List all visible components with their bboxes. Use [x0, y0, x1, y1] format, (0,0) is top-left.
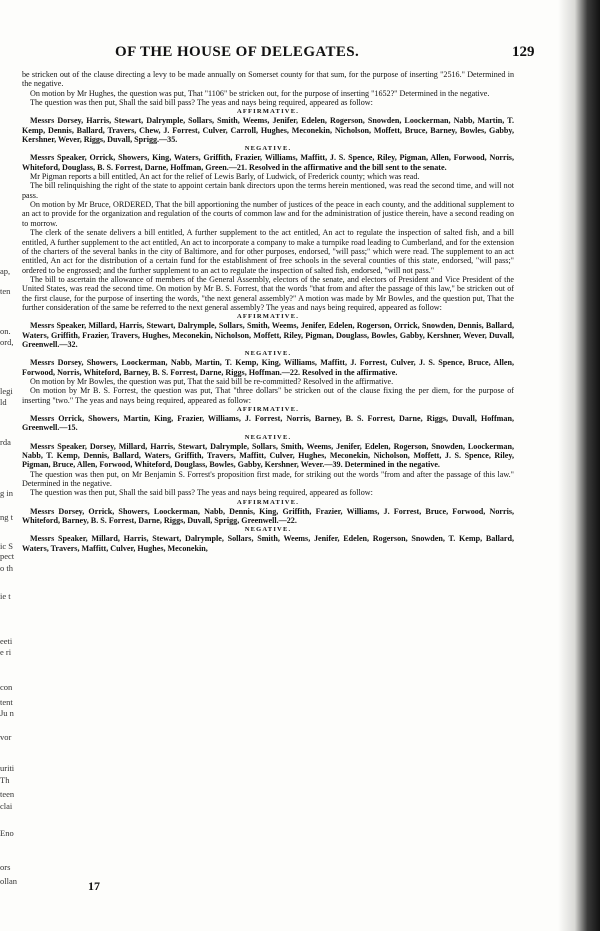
- paragraph: The clerk of the senate delivers a bill entitled, A further supplement to the act entitled, An act to regulate the inspection of salted fish, and a bill entitled, A further supplement to the act entitled, An act to incorporate a company to make a turnpike road leading to Cumberland, and for the extension of the charters of the several banks in the city of Baltimore, and for other purposes, endorsed, "will pass;" which were read. The supplement to an act entitled, An act for the distribution of a certain fund for the establishment of free schools in the several counties of this state, endorsed, "will pass;" ordered to be engrossed; and the further supplement to an act to regulate the inspection of salted fish, endorsed, "will not pass.": [22, 228, 514, 275]
- vote-heading: AFFIRMATIVE.: [236, 108, 300, 116]
- journal-text: [22, 70, 514, 553]
- margin-fragment: ap,: [0, 266, 11, 276]
- signature-mark: 17: [88, 879, 100, 893]
- vote-heading: NEGATIVE.: [244, 145, 292, 153]
- vote-roll: Messrs Dorsey, Showers, Loockerman, Nabb, Martin, T. Kemp, King, Williams, Maffitt, J. Forrest, Culver, J. S. Spence, Bruce, Allen, Forwood, Norris, Whiteford, Barney, B. S. Forrest, Darne, Riggs, Hoffman.—22. Resolved in the affirmative.: [22, 358, 514, 377]
- vote-heading: NEGATIVE.: [244, 526, 292, 534]
- margin-fragment: teen: [0, 789, 15, 799]
- vote-roll: Messrs Speaker, Orrick, Showers, King, Waters, Griffith, Frazier, Williams, Maffitt, J. S. Spence, Riley, Pigman, Allen, Forwood, Norris, Whiteford, Douglass, B. S. Forrest, Darne, Hoffman, Green.—21. Resolved in the affirmative and the bill sent to the senate.: [22, 153, 514, 172]
- vote-heading: AFFIRMATIVE.: [236, 313, 300, 321]
- margin-fragment: pect: [0, 551, 15, 561]
- vote-heading: AFFIRMATIVE.: [236, 406, 300, 413]
- margin-fragment: ng t: [0, 512, 13, 522]
- margin-fragment: ors: [0, 862, 11, 872]
- margin-fragment: ord,: [0, 337, 14, 347]
- paragraph: On motion by Mr Bruce, ORDERED, That the bill apportioning the number of justices of the peace in each county, and the additional supplement to an act to provide for the organization and regulation of the courts of common law and for the administration of justice therein, have a second reading on to morrow.: [22, 200, 514, 228]
- vote-roll: Messrs Speaker, Dorsey, Millard, Harris, Stewart, Dalrymple, Sollars, Smith, Weems, Jenifer, Edelen, Rogerson, Snowden, Loockerman, Nabb, T. Kemp, Dennis, Ballard, Waters, Griffith, Travers, Maffitt, Culver, Hughes, Meconekin, Nicholson, Moffett, J. S. Spence, Riley, Pigman, Bruce, Allen, Forwood, Whiteford, Douglass, Bowles, Gabby, Kershner, Wever.—39. Determined in the negative.: [22, 441, 514, 470]
- running-title: OF THE HOUSE OF DELEGATES.: [115, 44, 360, 60]
- margin-fragment: Th: [0, 775, 10, 785]
- margin-fragment: g in: [0, 488, 13, 498]
- vote-roll: Messrs Dorsey, Orrick, Showers, Loockerman, Nabb, Dennis, King, Griffith, Frazier, Williams, J. Forrest, Bruce, Forwood, Norris, Whiteford, Barney, B. S. Forrest, Darne, Riggs, Duvall, Sprigg, Greenwell.—22.: [22, 506, 514, 526]
- page-number: 129: [512, 44, 535, 60]
- margin-fragment: ollan: [0, 876, 17, 886]
- margin-fragment: con: [0, 682, 13, 692]
- paragraph: The question was then put, Shall the said bill pass? The yeas and nays being required, appeared as follow:: [30, 488, 373, 498]
- margin-fragment: ie t: [0, 591, 11, 601]
- margin-fragment: vor: [0, 732, 12, 742]
- margin-fragment: on.: [0, 326, 11, 336]
- margin-fragment: e ri: [0, 647, 12, 657]
- paragraph: On motion by Mr B. S. Forrest, the question was put, That "three dollars" be stricken out of the clause fixing the per diem, for the purpose of inserting "two." The yeas and nays being required, appeared as follow:: [22, 386, 514, 405]
- vote-roll: Messrs Speaker, Millard, Harris, Stewart, Dalrymple, Sollars, Smith, Weems, Jenifer, Edelen, Rogerson, Orrick, Snowden, Dennis, Ballard, Waters, Griffith, Frazier, Travers, Hughes, Meconekin, Nicholson, Moffett, Riley, Pigman, Douglass, Bowles, Gabby, Kershner, Wever, Duvall, Greenwell.—32.: [22, 321, 514, 349]
- vote-roll: Messrs Dorsey, Harris, Stewart, Dalrymple, Sollars, Smith, Weems, Jenifer, Edelen, Rogerson, Snowden, Loockerman, Nabb, Martin, T. Kemp, Dennis, Ballard, Travers, Chew, J. Forrest, Culver, Carroll, Hughes, Meconekin, Nicholson, Moffett, Bruce, Barney, Bowles, Gabby, Kershner, Wever, Riggs, Duvall, Sprigg.—35.: [22, 116, 514, 145]
- margin-fragment: ten: [0, 286, 11, 296]
- vote-heading: NEGATIVE.: [244, 433, 292, 441]
- margin-fragment: Ju n: [0, 708, 14, 718]
- vote-heading: AFFIRMATIVE.: [236, 498, 300, 506]
- margin-fragment: o th: [0, 563, 13, 573]
- margin-fragment: ld: [0, 397, 7, 407]
- vote-roll: Messrs Speaker, Millard, Harris, Stewart, Dalrymple, Sollars, Smith, Weems, Jenifer, Edelen, Rogerson, Snowden, T. Kemp, Ballard, Waters, Travers, Maffitt, Culver, Hughes, Meconekin,: [22, 534, 514, 553]
- paragraph: On motion by Mr Hughes, the question was put, That "1106" be stricken out, for the purpose of inserting "1652?" Determined in the negative.: [30, 88, 490, 98]
- page-edge-shadow: [558, 0, 600, 931]
- margin-fragment: ic S: [0, 541, 13, 551]
- paragraph: The bill to ascertain the allowance of members of the General Assembly, electors of the senate, and electors of President and Vice President of the United States, was read the second time. On motion by Mr B. S. Forrest, that the words "that from and after the passage of this law," be stricken out of the first clause, for the purpose of inserting the words, "the next general assembly?" A motion was made by Mr Bowles, and the question put, That the further consideration of the same be referred to the next general assembly? The yeas and nays being required, appeared as follow:: [22, 274, 514, 312]
- paragraph: The question was then put, on Mr Benjamin S. Forrest's proposition first made, for striking out the words "from and after the passage of this law." Determined in the negative.: [22, 469, 514, 489]
- margin-fragment: rda: [0, 437, 11, 447]
- margin-fragment: Eno: [0, 828, 14, 838]
- margin-fragment: eeti: [0, 636, 13, 646]
- margin-fragment: tent: [0, 697, 13, 707]
- vote-heading: NEGATIVE.: [244, 350, 292, 358]
- margin-fragment: legi: [0, 386, 13, 396]
- paragraph: be stricken out of the clause directing a levy to be made annually on Somerset county for that sum, for the purpose of inserting "2516." Determined in the negative.: [22, 70, 514, 89]
- vote-roll: Messrs Orrick, Showers, Martin, King, Frazier, Williams, J. Forrest, Norris, Barney, B. S. Forrest, Darne, Riggs, Duvall, Hoffman, Greenwell.—15.: [22, 414, 514, 433]
- margin-fragment: clai: [0, 801, 13, 811]
- paragraph: Mr Pigman reports a bill entitled, An act for the relief of Lewis Barly, of Ludwick, of Frederick county; which was read.: [30, 172, 420, 182]
- margin-fragment: uriti: [0, 763, 15, 773]
- paragraph: On motion by Mr Bowles, the question was put, That the said bill be re-committed? Resolved in the affirmative.: [30, 376, 394, 386]
- paragraph: The question was then put, Shall the said bill pass? The yeas and nays being required, appeared as follow:: [30, 98, 373, 108]
- paragraph: The bill relinquishing the right of the state to appoint certain bank directors upon the terms herein mentioned, was read the second time, and will not pass.: [22, 181, 514, 200]
- left-margin-bleedthrough: [0, 0, 20, 931]
